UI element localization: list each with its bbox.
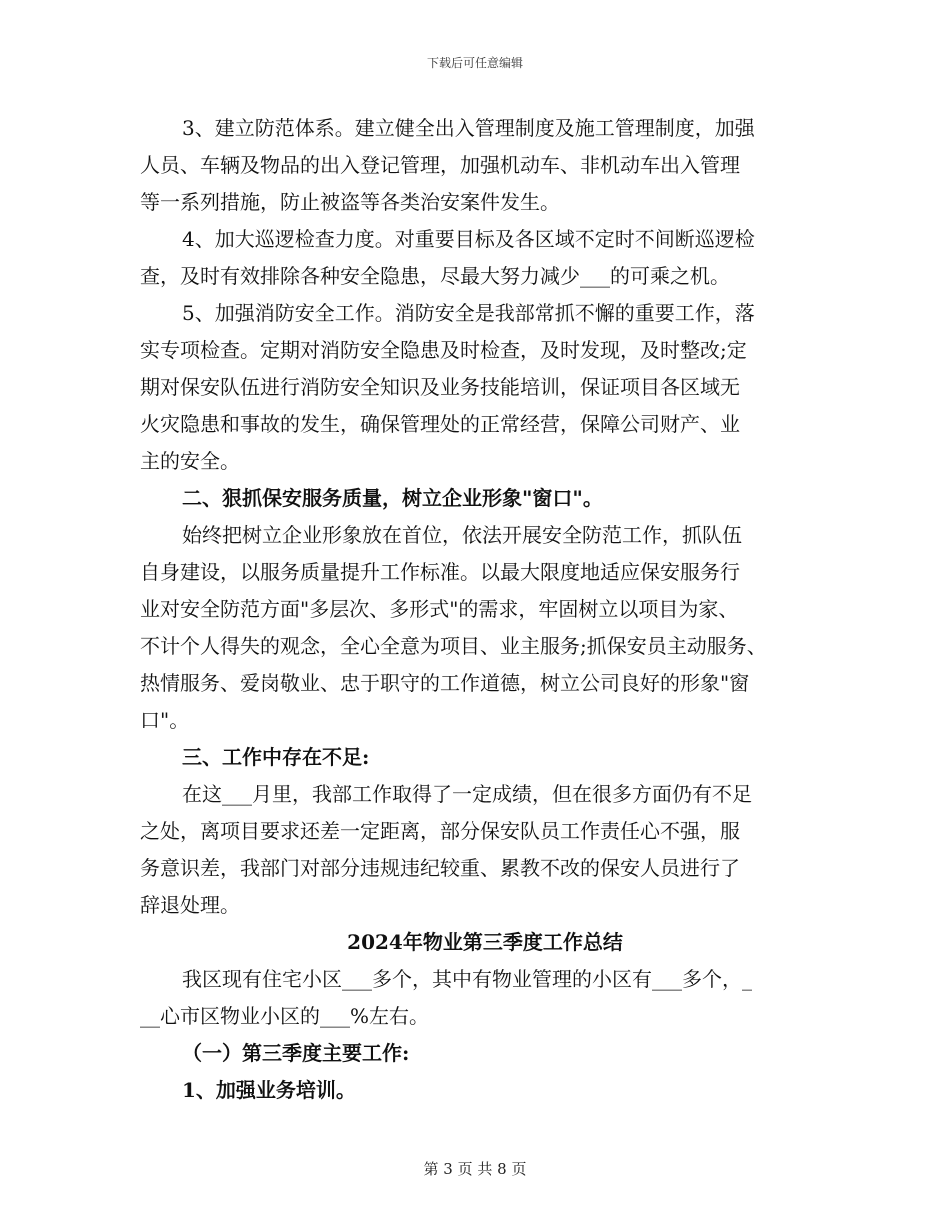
text-line: 5、加强消防安全工作。消防安全是我部常抓不懈的重要工作，落: [182, 301, 755, 325]
heading-line: 1、加强业务培训。: [182, 1078, 356, 1102]
text-line: 主的安全。: [140, 449, 240, 473]
section-title: 2024年物业第三季度工作总结: [347, 930, 623, 954]
text-line: 自身建设，以服务质量提升工作标准。以最大限度地适应保安服务行: [140, 560, 740, 584]
text-line: 3、建立防范体系。建立健全出入管理制度及施工管理制度，加强: [182, 116, 755, 140]
text-line: 火灾隐患和事故的发生，确保管理处的正常经营，保障公司财产、业: [140, 412, 740, 436]
text-line: 在这___月里，我部工作取得了一定成绩，但在很多方面仍有不足: [182, 782, 752, 806]
text-line: 查，及时有效排除各种安全隐患，尽最大努力减少___的可乘之机。: [140, 264, 730, 288]
text-line: 之处，离项目要求还差一定距离，部分保安队员工作责任心不强，服: [140, 819, 740, 843]
text-line: 热情服务、爱岗敬业、忠于职守的工作道德，树立公司良好的形象"窗: [140, 671, 750, 695]
text-line: 不计个人得失的观念，全心全意为项目、业主服务;抓保安员主动服务、: [140, 634, 767, 658]
heading-line: 二、狠抓保安服务质量，树立企业形象"窗口"。: [182, 486, 603, 510]
text-line: 业对安全防范方面"多层次、多形式"的需求，牢固树立以项目为家、: [140, 597, 739, 621]
document-body: [140, 110, 830, 1109]
page-footer: 第 3 页 共 8 页: [423, 1160, 527, 1178]
text-line: 4、加大巡逻检查力度。对重要目标及各区域不定时不间断巡逻检: [182, 227, 755, 251]
heading-line: （一）第三季度主要工作:: [182, 1041, 410, 1065]
page-header: 下载后可任意编辑: [426, 56, 523, 70]
text-line: 务意识差，我部门对部分违规违纪较重、累教不改的保安人员进行了: [140, 856, 740, 880]
text-line: 实专项检查。定期对消防安全隐患及时检查，及时发现，及时整改;定: [140, 338, 747, 362]
text-line: __心市区物业小区的___%左右。: [140, 1004, 430, 1028]
text-line: 辞退处理。: [140, 893, 240, 917]
text-line: 我区现有住宅小区___多个，其中有物业管理的小区有___多个，_: [182, 967, 752, 991]
heading-line: 三、工作中存在不足:: [182, 745, 370, 769]
text-line: 等一系列措施，防止被盗等各类治安案件发生。: [140, 190, 560, 214]
text-line: 始终把树立企业形象放在首位，依法开展安全防范工作，抓队伍: [182, 523, 742, 547]
text-line: 口"。: [140, 708, 190, 732]
text-line: 期对保安队伍进行消防安全知识及业务技能培训，保证项目各区域无: [140, 375, 740, 399]
text-line: 人员、车辆及物品的出入登记管理，加强机动车、非机动车出入管理: [140, 153, 740, 177]
